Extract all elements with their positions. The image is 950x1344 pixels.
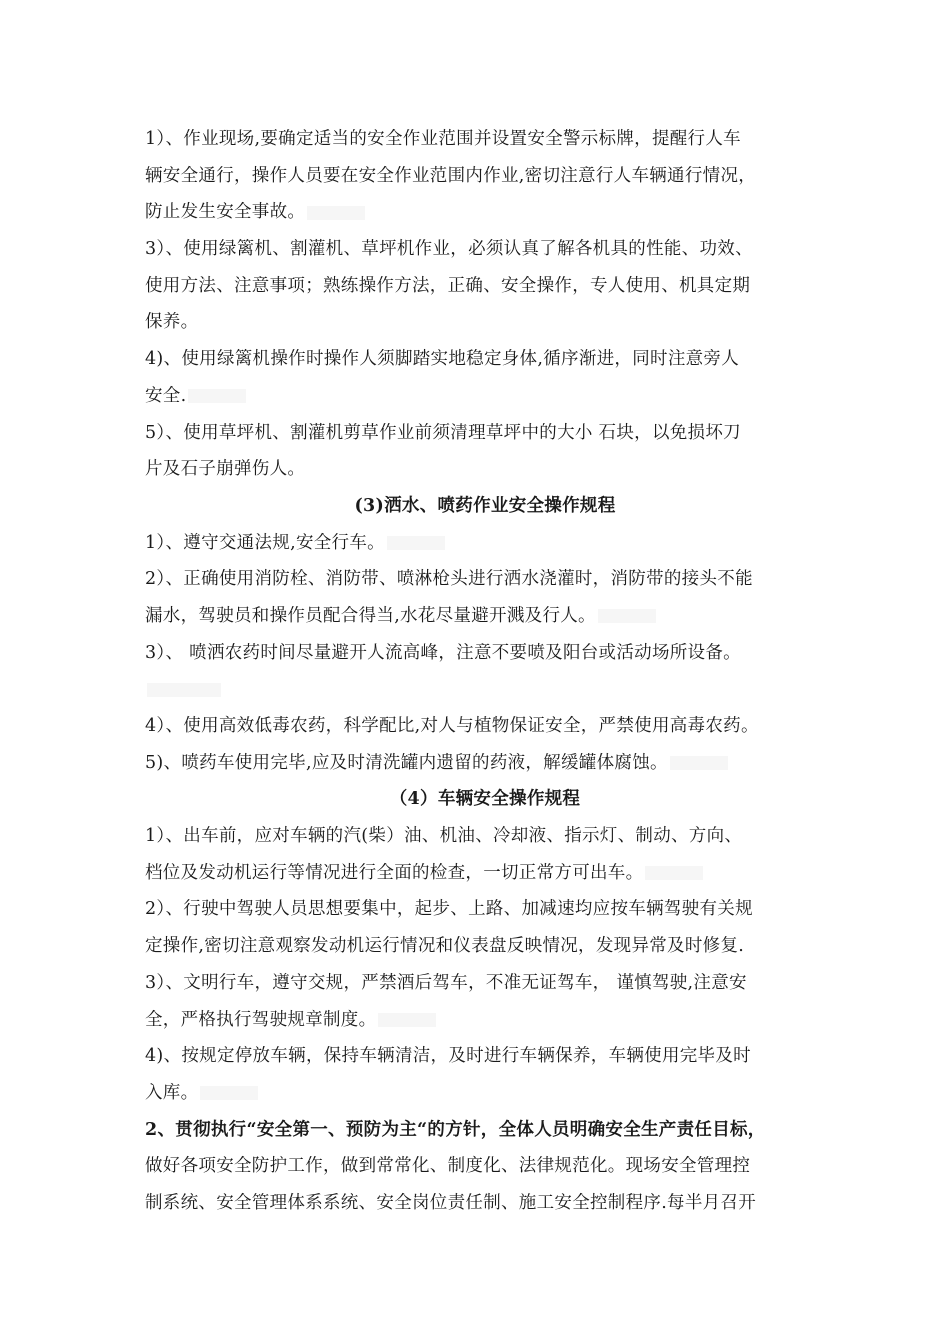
faint-highlight — [598, 609, 656, 623]
paragraph-line: 做好各项安全防护工作，做到常常化、制度化、法律规范化。现场安全管理控 — [145, 1156, 751, 1177]
document-body — [145, 121, 825, 1222]
faint-highlight — [188, 389, 246, 403]
paragraph-line: 4)、按规定停放车辆，保持车辆清洁，及时进行车辆保养，车辆使用完毕及时 — [145, 1046, 751, 1067]
paragraph-line: 5)、喷药车使用完毕,应及时清洗罐内遗留的药液，解缓罐体腐蚀。 — [145, 745, 825, 782]
section-heading-spraying: (3)洒水、喷药作业安全操作规程 — [354, 495, 616, 516]
paragraph-line: 1）、遵守交通法规,安全行车。 — [145, 525, 825, 562]
faint-highlight — [645, 866, 703, 880]
paragraph-line: 4）、使用高效低毒农药，科学配比,对人与植物保证安全，严禁使用高毒农药。 — [145, 716, 759, 736]
paragraph-line: 安全. — [145, 378, 825, 415]
faint-highlight — [147, 683, 221, 697]
paragraph-line: 3）、 喷洒农药时间尽量避开人流高峰，注意不要喷及阳台或活动场所设备。 — [145, 642, 741, 663]
paragraph-line: 辆安全通行，操作人员要在安全作业范围内作业,密切注意行人车辆通行情况， — [145, 165, 757, 186]
paragraph-line: 保养。 — [145, 312, 199, 333]
paragraph-line: 2）、正确使用消防栓、消防带、喷淋枪头进行洒水浇灌时，消防带的接头不能 — [145, 569, 753, 590]
paragraph-line: 使用方法、注意事项；熟练操作方法，正确、安全操作，专人使用、机具定期 — [145, 275, 751, 296]
section-heading-vehicle: （4）车辆安全操作规程 — [389, 789, 581, 810]
paragraph-line: 入库。 — [145, 1075, 825, 1112]
paragraph-line: 4)、使用绿篱机操作时操作人须脚踏实地稳定身体,循序渐进，同时注意旁人 — [145, 349, 740, 370]
paragraph-line: 5）、使用草坪机、割灌机剪草作业前须清理草坪中的大小 石块，以免损坏刀 — [145, 422, 741, 443]
paragraph-line: 片及石子崩弹伤人。 — [145, 459, 306, 480]
paragraph-line: 1）、出车前，应对车辆的汽(柴）油、机油、冷却液、指示灯、制动、方向、 — [145, 826, 743, 847]
paragraph-line: 漏水，驾驶员和操作员配合得当,水花尽量避开溅及行人。 — [145, 598, 825, 635]
paragraph-line: 制系统、安全管理体系系统、安全岗位责任制、施工安全控制程序.每半月召开 — [145, 1192, 757, 1213]
faint-highlight — [670, 756, 728, 770]
paragraph-line: 定操作,密切注意观察发动机运行情况和仪表盘反映情况，发现异常及时修复. — [145, 936, 745, 957]
section-heading-safety-policy: 2、贯彻执行“安全第一、预防为主“的方针，全体人员明确安全生产责任目标， — [145, 1119, 766, 1140]
paragraph-line: 全，严格执行驾驶规章制度。 — [145, 1002, 825, 1039]
paragraph-line: 档位及发动机运行等情况进行全面的检查，一切正常方可出车。 — [145, 855, 825, 892]
paragraph-line: 3）、使用绿篱机、割灌机、草坪机作业，必须认真了解各机具的性能、功效、 — [145, 239, 753, 260]
faint-highlight — [200, 1086, 258, 1100]
paragraph-line: 2）、行驶中驾驶人员思想要集中，起步、上路、加减速均应按车辆驾驶有关规 — [145, 899, 753, 920]
faint-highlight — [378, 1013, 436, 1027]
faint-highlight — [387, 536, 445, 550]
paragraph-line: 防止发生安全事故。 — [145, 194, 825, 231]
blank-line — [145, 671, 825, 708]
paragraph-line: 1）、作业现场,要确定适当的安全作业范围并设置安全警示标牌，提醒行人车 — [145, 129, 741, 149]
paragraph-line: 3）、文明行车，遵守交规，严禁酒后驾车，不准无证驾车， 谨慎驾驶,注意安 — [145, 972, 747, 993]
faint-highlight — [307, 206, 365, 220]
